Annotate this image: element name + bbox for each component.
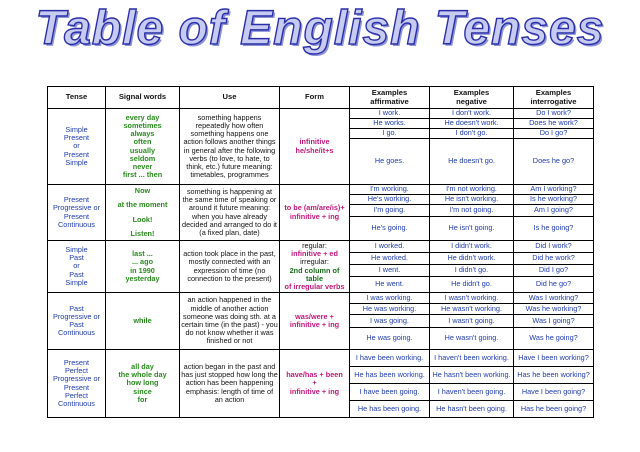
- table-row: [48, 241, 594, 253]
- use-present-progressive: something is happening at the same time of speaking or around it future meaning: when you have already decided and arranged to do it (a fixed plan, date): [180, 185, 280, 241]
- ex-ppp-int-4: Has he been going?: [514, 401, 594, 418]
- form-regular-label: regular:: [302, 240, 327, 250]
- ex-pap-int-4: Was he going?: [514, 328, 594, 350]
- form-irregular-rule-2: of irregular verbs: [284, 281, 345, 291]
- header-tense: Tense: [48, 87, 106, 109]
- ex-sp-neg-1: I don't work.: [430, 109, 514, 119]
- ex-pap-aff-2: He was working.: [350, 304, 430, 315]
- signal-simple-past: last ... ... ago in 1990 yesterday: [106, 241, 180, 293]
- tense-present-perfect-progressive: Present Perfect Progressive or Present Perfect Continuous: [48, 350, 106, 418]
- ex-pp-int-3: Am I going?: [514, 205, 594, 217]
- tense-present-progressive: Present Progressive or Present Continuous: [48, 185, 106, 241]
- ex-sp-int-3: Do I go?: [514, 129, 594, 139]
- ex-sp-int-2: Does he work?: [514, 119, 594, 129]
- ex-sp-neg-4: He doesn't go.: [430, 139, 514, 185]
- signal-now: Now: [134, 186, 151, 196]
- table-row: [48, 109, 594, 119]
- form-simple-past: [280, 241, 350, 293]
- ex-spa-int-3: Did I go?: [514, 265, 594, 277]
- ex-pap-neg-3: I wasn't going.: [430, 315, 514, 328]
- table-row: [48, 350, 594, 367]
- ex-pp-neg-2: He isn't working.: [430, 195, 514, 205]
- ex-pp-int-1: Am I working?: [514, 185, 594, 195]
- ex-pp-int-2: Is he working?: [514, 195, 594, 205]
- use-present-perfect-progressive: action began in the past and has just stopped how long the action has been happening emphasis: length of time of an action: [180, 350, 280, 418]
- form-present-progressive: to be (am/are/is)+ infinitive + ing: [280, 185, 350, 241]
- ex-sp-aff-3: I go.: [350, 129, 430, 139]
- ex-spa-neg-2: He didn't work.: [430, 253, 514, 265]
- ex-ppp-neg-1: I haven't been working.: [430, 350, 514, 367]
- form-simple-present: infinitive he/she/it+s: [280, 109, 350, 185]
- ex-sp-neg-2: He doesn't work.: [430, 119, 514, 129]
- ex-pp-aff-4: He's going.: [350, 217, 430, 241]
- table-row: [48, 185, 594, 195]
- form-present-perfect-progressive: have/has + been + infinitive + ing: [280, 350, 350, 418]
- use-past-progressive: an action happened in the middle of another action someone was doing sth. at a certain time (in the past) - you do not know whether it was finished or not: [180, 293, 280, 350]
- signal-simple-present: every day sometimes always often usually seldom never first ... then: [106, 109, 180, 185]
- ex-ppp-neg-2: He hasn't been working.: [430, 367, 514, 384]
- signal-look: Look!: [132, 214, 153, 224]
- ex-spa-int-4: Did he go?: [514, 277, 594, 293]
- ex-sp-int-4: Does he go?: [514, 139, 594, 185]
- use-simple-past: action took place in the past, mostly connected with an expression of time (no connection to the present): [180, 241, 280, 293]
- ex-ppp-aff-4: He has been going.: [350, 401, 430, 418]
- ex-ppp-neg-4: He hasn't been going.: [430, 401, 514, 418]
- signal-listen: Listen!: [130, 228, 155, 238]
- ex-sp-neg-3: I don't go.: [430, 129, 514, 139]
- ex-spa-neg-4: He didn't go.: [430, 277, 514, 293]
- ex-pp-aff-2: He's working.: [350, 195, 430, 205]
- ex-spa-int-1: Did I work?: [514, 241, 594, 253]
- ex-ppp-neg-3: I haven't been going.: [430, 384, 514, 401]
- form-irregular-rule-1: 2nd column of table: [289, 265, 340, 283]
- ex-spa-aff-1: I worked.: [350, 241, 430, 253]
- ex-pap-neg-4: He wasn't going.: [430, 328, 514, 350]
- form-regular-rule: infinitive + ed: [291, 249, 338, 259]
- tense-past-progressive: Past Progressive or Past Continuous: [48, 293, 106, 350]
- ex-sp-aff-2: He works.: [350, 119, 430, 129]
- form-irregular-label: irregular:: [300, 257, 329, 267]
- header-form: Form: [280, 87, 350, 109]
- header-signal-words: Signal words: [106, 87, 180, 109]
- use-simple-present-2: something happens one action follows another things in general after the following verbs (to love, to hate, to think, etc.) future meaning: timetables, programmes: [183, 129, 276, 180]
- signal-present-progressive: [106, 185, 180, 241]
- tenses-table: [47, 86, 594, 418]
- ex-pap-aff-1: I was working.: [350, 293, 430, 304]
- use-simple-present-1: something happens repeatedly how often: [195, 112, 264, 130]
- ex-spa-aff-2: He worked.: [350, 253, 430, 265]
- ex-sp-aff-1: I work.: [350, 109, 430, 119]
- ex-sp-aff-4: He goes.: [350, 139, 430, 185]
- header-interrogative: Examples interrogative: [514, 87, 594, 109]
- ex-ppp-int-3: Have I been going?: [514, 384, 594, 401]
- ex-ppp-aff-2: He has been working.: [350, 367, 430, 384]
- header-negative: Examples negative: [430, 87, 514, 109]
- ex-pap-neg-2: He wasn't working.: [430, 304, 514, 315]
- use-simple-present: [180, 109, 280, 185]
- ex-pp-aff-1: I'm working.: [350, 185, 430, 195]
- ex-pp-int-4: Is he going?: [514, 217, 594, 241]
- ex-spa-neg-1: I didn't work.: [430, 241, 514, 253]
- table-row: [48, 293, 594, 304]
- ex-spa-int-2: Did he work?: [514, 253, 594, 265]
- ex-ppp-int-1: Have I been working?: [514, 350, 594, 367]
- signal-past-progressive: while: [106, 293, 180, 350]
- tense-simple-past: Simple Past or Past Simple: [48, 241, 106, 293]
- ex-ppp-aff-1: I have been working.: [350, 350, 430, 367]
- ex-pp-aff-3: I'm going.: [350, 205, 430, 217]
- ex-pp-neg-1: I'm not working.: [430, 185, 514, 195]
- ex-pap-aff-3: I was going.: [350, 315, 430, 328]
- ex-ppp-aff-3: I have been going.: [350, 384, 430, 401]
- header-use: Use: [180, 87, 280, 109]
- ex-spa-aff-4: He went.: [350, 277, 430, 293]
- ex-spa-aff-3: I went.: [350, 265, 430, 277]
- title-banner: [0, 0, 640, 62]
- ex-pap-int-3: Was I going?: [514, 315, 594, 328]
- ex-pp-neg-3: I'm not going.: [430, 205, 514, 217]
- page-title: Table of English Tenses: [35, 2, 605, 55]
- header-row: [48, 87, 594, 109]
- ex-spa-neg-3: I didn't go.: [430, 265, 514, 277]
- ex-pp-neg-4: He isn't going.: [430, 217, 514, 241]
- ex-pap-aff-4: He was going.: [350, 328, 430, 350]
- ex-pap-int-2: Was he working?: [514, 304, 594, 315]
- ex-pap-int-1: Was I working?: [514, 293, 594, 304]
- header-affirmative: Examples affirmative: [350, 87, 430, 109]
- ex-pap-neg-1: I wasn't working.: [430, 293, 514, 304]
- signal-present-perfect-progressive: all day the whole day how long since for: [106, 350, 180, 418]
- tense-simple-present: Simple Present or Present Simple: [48, 109, 106, 185]
- ex-ppp-int-2: Has he been working?: [514, 367, 594, 384]
- form-past-progressive: was/were + infinitive + ing: [280, 293, 350, 350]
- signal-at-the-moment: at the moment: [117, 200, 168, 210]
- ex-sp-int-1: Do I work?: [514, 109, 594, 119]
